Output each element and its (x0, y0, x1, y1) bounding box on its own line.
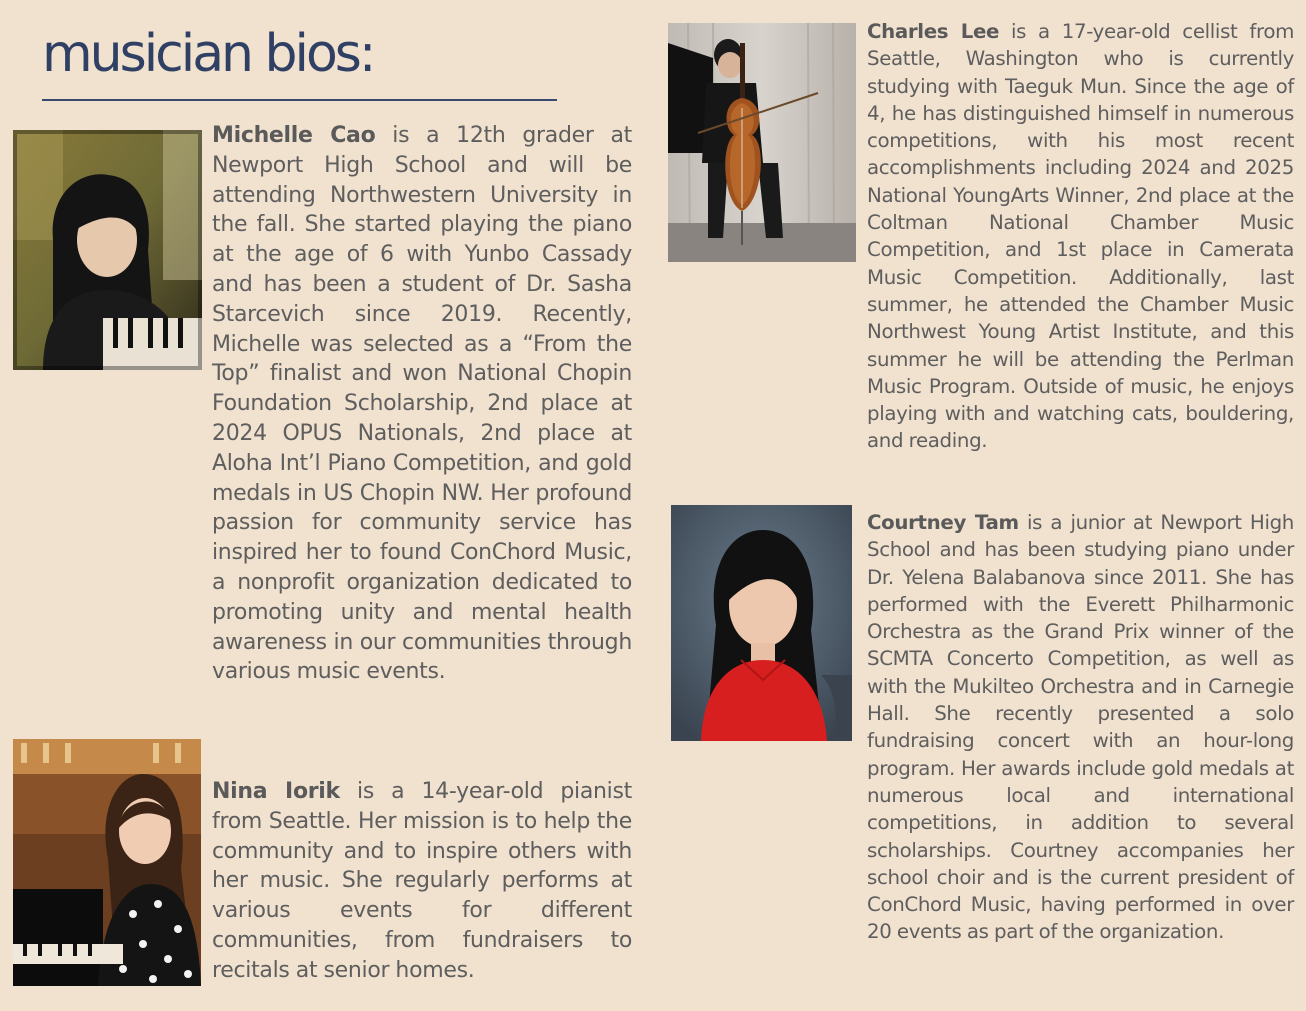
bio-text: is a junior at Newport High School and has been studying piano under Dr. Yelena Balabanova since 2011. She has performed with the Everett Philharmonic Orchestra as the Grand Prix winner of the SCMTA Concerto Competition, as well as with the Mukilteo Orchestra and in Carnegie Hall. She recently presented a solo fundraising concert with an hour-long program. Her awards include gold medals at numerous local and international competitions, in addition to several scholarships. Courtney accompanies her school choir and is the current president of ConChord Music, having performed in over 20 events as part of the organization. (867, 511, 1294, 944)
portrait-pianist-icon (671, 505, 852, 741)
musician-name: Charles Lee (867, 20, 1000, 43)
charles-lee-bio (867, 18, 1294, 455)
nina-iorik-photo (13, 739, 201, 986)
bio-text: is a 17-year-old cellist from Seattle, Washington who is currently studying with Taeguk Mun. Since the age of 4, he has distinguished himself in numerous competitions, with his most recent accomplishments including 2024 and 2025 National YoungArts Winner, 2nd place at the Coltman National Chamber Music Competition, and 1st place in Camerata Music Competition. Additionally, last summer, he attended the Chamber Music Northwest Young Artist Institute, and this summer he will be attending the Perlman Music Program. Outside of music, he enjoys playing with and watching cats, bouldering, and reading. (867, 20, 1294, 453)
title-divider (42, 99, 557, 101)
musician-name: Nina Iorik (212, 779, 340, 804)
michelle-cao-photo (13, 130, 202, 370)
musician-name: Michelle Cao (212, 123, 376, 148)
nina-iorik-bio (212, 777, 632, 986)
portrait-pianist-icon (13, 739, 201, 986)
portrait-pianist-icon (13, 130, 202, 370)
charles-lee-photo (668, 23, 856, 262)
courtney-tam-photo (671, 505, 852, 741)
courtney-tam-bio (867, 509, 1294, 946)
portrait-cellist-icon (668, 23, 856, 262)
michelle-cao-bio (212, 121, 632, 687)
musician-name: Courtney Tam (867, 511, 1019, 534)
bio-text: is a 14-year-old pianist from Seattle. Her mission is to help the community and to inspire others with her music. She regularly performs at various events for different communities, from fundraisers to recitals at senior homes. (212, 779, 632, 983)
page-title: musician bios: (42, 24, 374, 84)
bio-text: is a 12th grader at Newport High School and will be attending Northwestern University in the fall. She started playing the piano at the age of 6 with Yunbo Cassady and has been a student of Dr. Sasha Starcevich since 2019. Recently, Michelle was selected as a “From the Top” finalist and won National Chopin Foundation Scholarship, 2nd place at 2024 OPUS Nationals, 2nd place at Aloha Int’l Piano Competition, and gold medals in US Chopin NW. Her profound passion for community service has inspired her to found ConChord Music, a nonprofit organization dedicated to promoting unity and mental health awareness in our communities through various music events. (212, 123, 632, 685)
